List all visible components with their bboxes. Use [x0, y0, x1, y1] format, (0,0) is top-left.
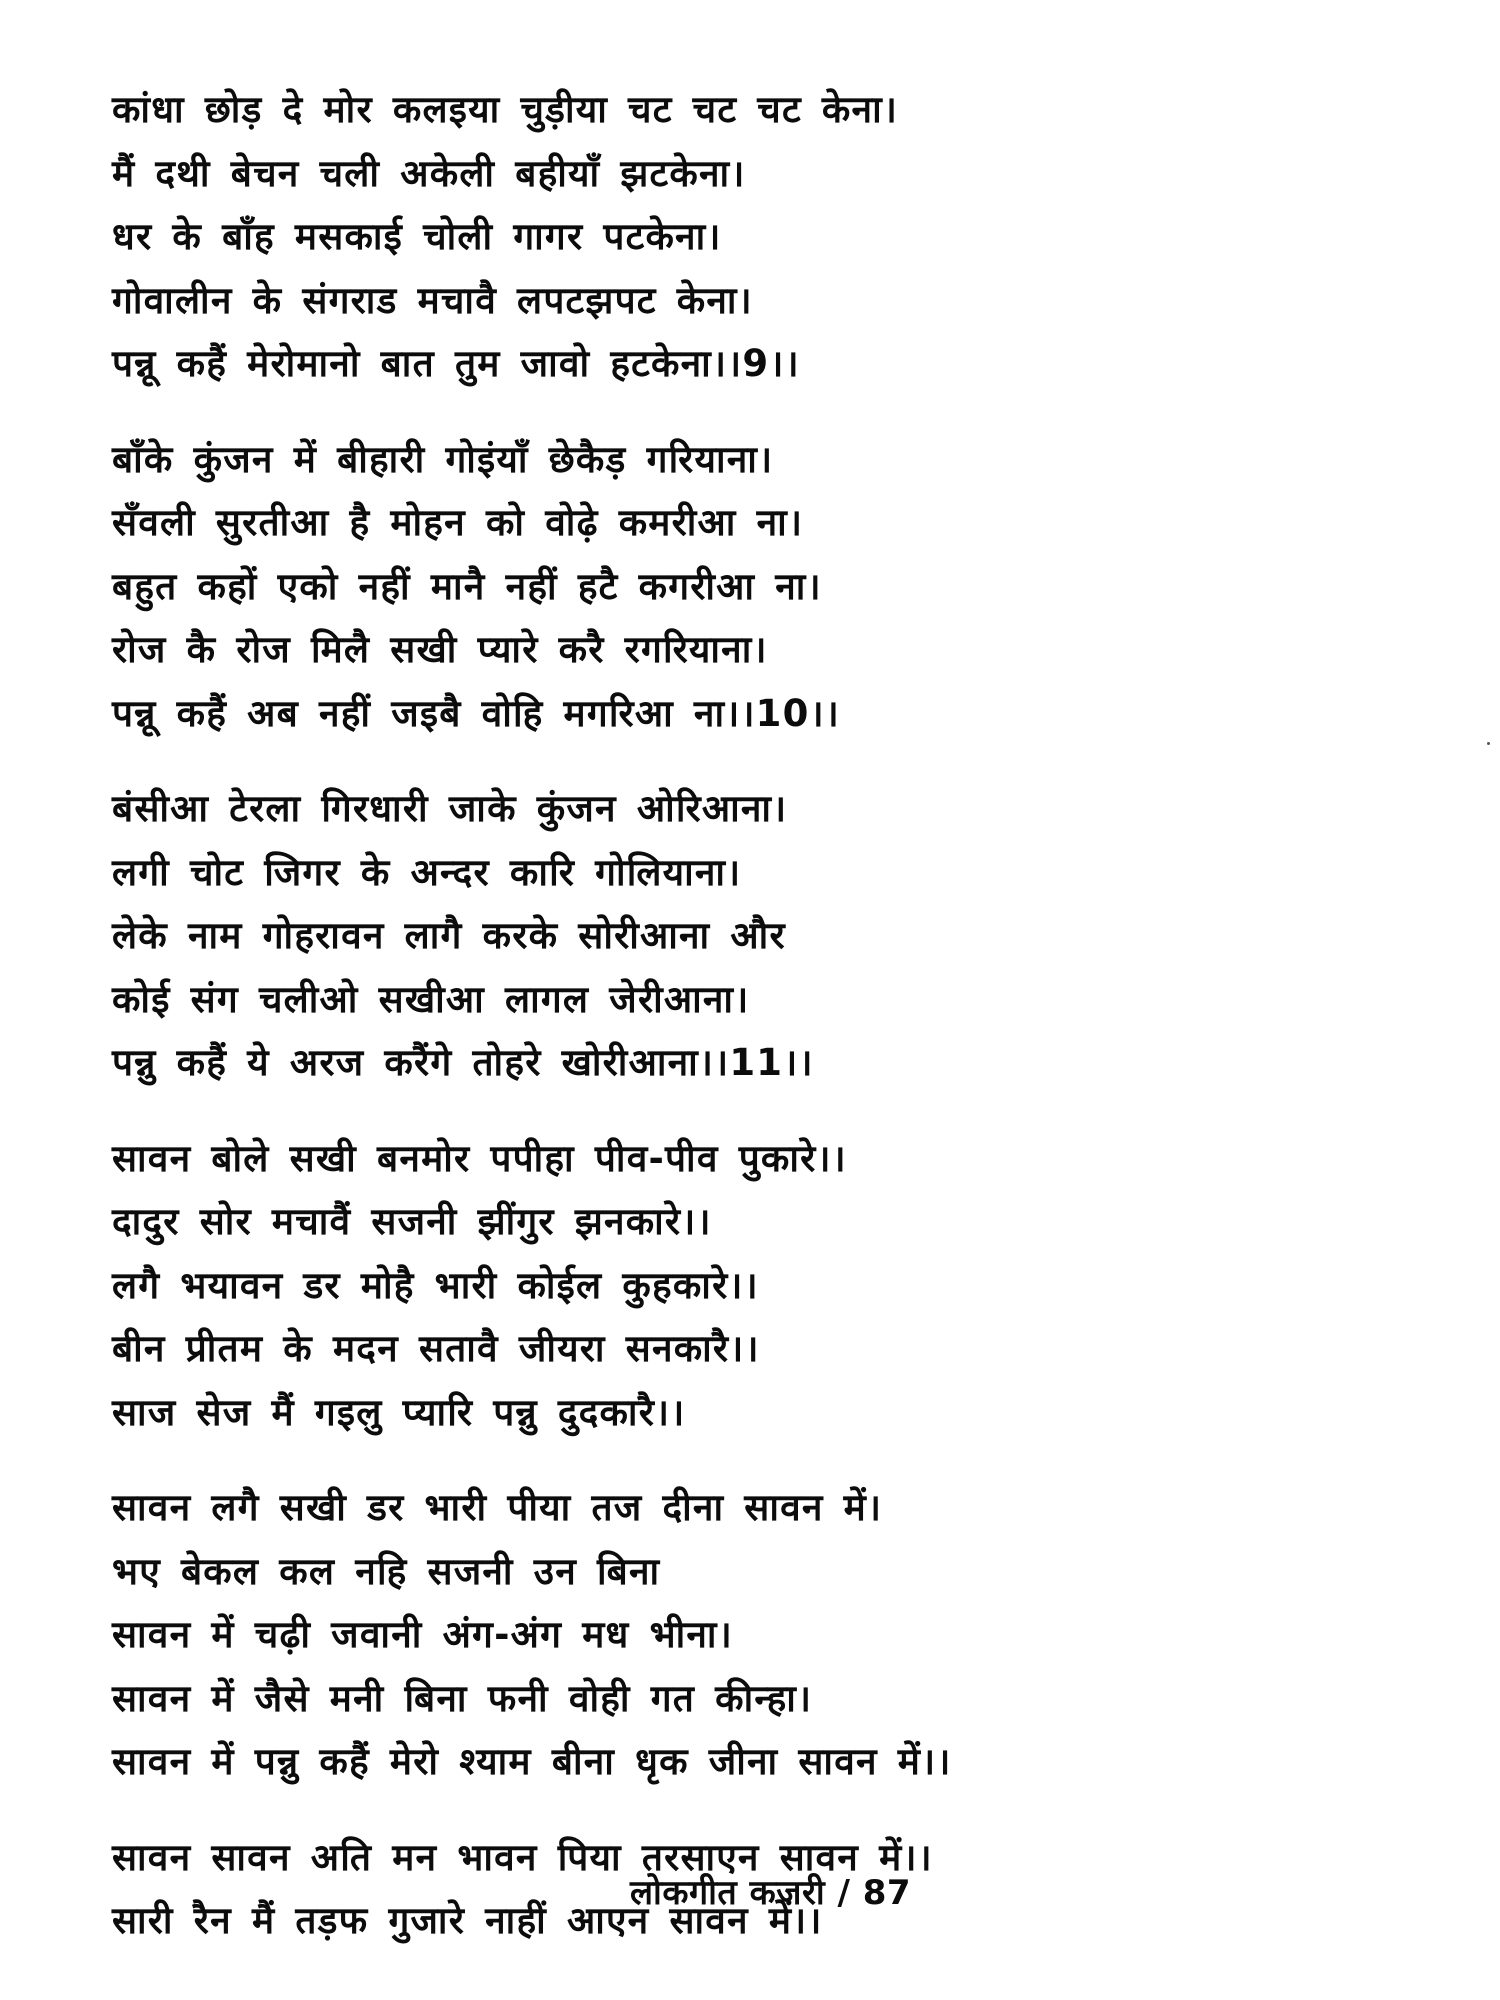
stanza-5	[112, 1476, 1440, 1794]
verse-line: रोज कै रोज मिलै सखी प्यारे करै रगरियाना।	[112, 628, 768, 671]
verse-line: लेके नाम गोहरावन लागै करके सोरीआना और	[112, 914, 786, 957]
stanza-4	[112, 1127, 1440, 1445]
verse-line: सावन सावन अति मन भावन पिया तरसाएन सावन में।।	[112, 1835, 933, 1879]
verse-line: लगै भयावन डर मोहै भारी कोईल कुहकारे।।	[112, 1263, 759, 1307]
verse-line: कोई संग चलीओ सखीआ लागल जेरीआना।	[112, 977, 750, 1021]
verse-line: बीन प्रीतम के मदन सतावै जीयरा सनकारै।।	[112, 1327, 760, 1370]
verse-line: सावन में चढ़ी जवानी अंग-अंग मध भीना।	[112, 1613, 733, 1656]
verse-line: पन्नू कहैं मेरोमानो बात तुम जावो हटकेना।।9।।	[112, 342, 800, 385]
verse-line: भए बेकल कल नहि सजनी उन बिना	[112, 1549, 661, 1593]
verse-line: बहुत कहों एको नहीं मानै नहीं हटै कगरीआ ना।	[112, 564, 822, 608]
verse-line: सँवली सुरतीआ है मोहन को वोढ़े कमरीआ ना।	[112, 501, 804, 544]
scan-speck	[1487, 742, 1490, 745]
stanza-1	[112, 78, 1440, 396]
verse-line: मैं दथी बेचन चली अकेली बहीयाँ झटकेना।	[112, 151, 746, 195]
verse-line: सावन में पन्नु कहैं मेरो श्याम बीना धृक जीना सावन में।।	[112, 1740, 952, 1783]
verse-line: धर के बाँह मसकाई चोली गागर पटकेना।	[112, 215, 722, 258]
verse-line: पन्नू कहैं अब नहीं जइबै वोहि मगरिआ ना।।10।।	[112, 691, 841, 735]
stanza-2	[112, 428, 1440, 746]
verse-line: साज सेज मैं गइलु प्यारि पन्नु दुदकारै।।	[112, 1390, 686, 1434]
verse-line: बाँके कुंजन में बीहारी गोइंयाँ छेकैड़ गरियाना।	[112, 437, 774, 481]
verse-line: पन्नु कहैं ये अरज करैंगे तोहरे खोरीआना।।11।।	[112, 1041, 814, 1084]
verse-line: गोवालीन के संगराड मचावै लपटझपट केना।	[112, 278, 753, 322]
verse-line: बंसीआ टेरला गिरधारी जाके कुंजन ओरिआना।	[112, 787, 788, 830]
verse-line: दादुर सोर मचावैं सजनी झींगुर झनकारे।।	[112, 1200, 712, 1243]
verse-line: सावन बोले सखी बनमोर पपीहा पीव-पीव पुकारे।।	[112, 1136, 847, 1180]
verse-line: सावन लगै सखी डर भारी पीया तज दीना सावन में।	[112, 1486, 883, 1529]
verse-line: सारी रैन मैं तड़फ गुजारे नाहीं आएन सावन में।।	[112, 1899, 823, 1942]
verse-line: सावन में जैसे मनी बिना फनी वोही गत कीन्हा।	[112, 1676, 813, 1720]
page-footer: लोकगीत कजरी / 87	[630, 1873, 912, 1913]
verse-line: कांधा छोड़ दे मोर कलइया चुड़ीया चट चट चट केना।	[112, 88, 899, 131]
verse-line: लगी चोट जिगर के अन्दर कारि गोलियाना।	[112, 850, 742, 894]
stanza-3	[112, 777, 1440, 1095]
